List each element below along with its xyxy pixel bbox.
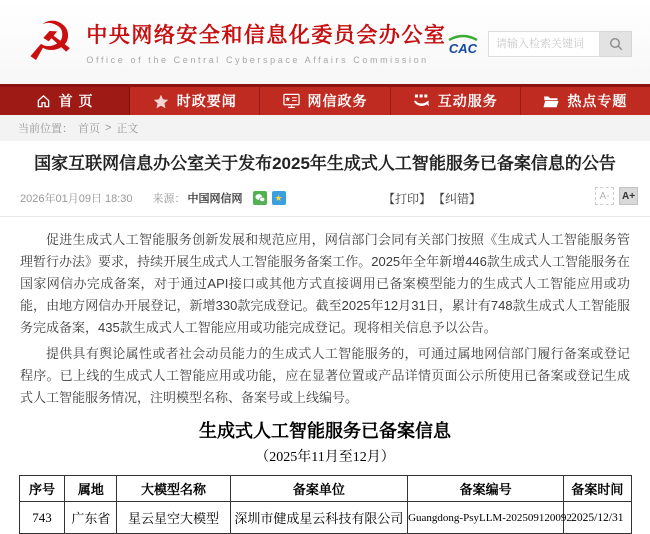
article-title: 国家互联网信息办公室关于发布2025年生成式人工智能服务已备案信息的公告 bbox=[34, 154, 616, 173]
error-correction-button[interactable]: 【纠错】 bbox=[433, 192, 482, 206]
font-decrease-button[interactable]: A- bbox=[595, 187, 614, 205]
meta-divider bbox=[0, 216, 650, 217]
nav-item-label: 时政要闻 bbox=[176, 93, 237, 109]
home-icon bbox=[36, 94, 51, 108]
nav-item-label: 互动服务 bbox=[437, 93, 498, 109]
cell-filing-date: 2025/12/31 bbox=[564, 502, 631, 534]
table-header-row bbox=[19, 476, 631, 502]
table-subtitle: （2025年11月至12月） bbox=[255, 450, 395, 465]
col-filing-entity: 备案单位 bbox=[230, 476, 407, 502]
search-input[interactable] bbox=[488, 31, 600, 57]
nav-item-services[interactable] bbox=[391, 87, 521, 115]
main-nav bbox=[0, 84, 650, 115]
site-title-block bbox=[86, 19, 446, 65]
search-button[interactable] bbox=[600, 31, 632, 57]
col-filing-date: 备案时间 bbox=[564, 476, 631, 502]
monitor-icon bbox=[283, 93, 300, 109]
col-serial: 序号 bbox=[19, 476, 65, 502]
table-row bbox=[19, 502, 631, 534]
publish-date: 2026年01月09日 18:30 bbox=[20, 193, 133, 205]
nav-item-topics[interactable] bbox=[521, 87, 650, 115]
cell-model-name: 星云星空大模型 bbox=[117, 502, 230, 534]
cell-serial: 743 bbox=[19, 502, 65, 534]
party-emblem-icon: ☭ bbox=[26, 12, 75, 72]
nav-item-egov[interactable] bbox=[260, 87, 390, 115]
filing-table bbox=[19, 475, 632, 534]
star-icon bbox=[153, 94, 169, 109]
breadcrumb-home-link[interactable]: 首页 bbox=[78, 123, 100, 135]
nav-item-label: 首 页 bbox=[58, 93, 94, 109]
breadcrumb-prefix: 当前位置： bbox=[18, 123, 73, 135]
nav-item-label: 热点专题 bbox=[567, 93, 628, 109]
nav-item-label: 网信政务 bbox=[307, 93, 368, 109]
nav-item-news[interactable] bbox=[130, 87, 260, 115]
breadcrumb-current: 正文 bbox=[116, 123, 139, 135]
cell-filing-entity: 深圳市健成星云科技有限公司 bbox=[230, 502, 407, 534]
cac-logo bbox=[444, 31, 482, 57]
folder-icon bbox=[543, 95, 559, 108]
cell-region: 广东省 bbox=[65, 502, 117, 534]
article-body bbox=[0, 229, 650, 409]
search-group bbox=[444, 31, 632, 57]
font-size-controls bbox=[595, 187, 638, 205]
table-title: 生成式人工智能服务已备案信息 bbox=[199, 421, 451, 441]
article-meta-row bbox=[0, 187, 650, 209]
cac-logo-text: CAC bbox=[448, 41, 478, 56]
article bbox=[0, 141, 650, 534]
interaction-icon bbox=[413, 94, 430, 109]
article-paragraph: 促进生成式人工智能服务创新发展和规范应用，网信部门会同有关部门按照《生成式人工智能服务管理暂行办法》要求，持续开展生成式人工智能服务备案工作。2025年全年新增446款生成式人工智能服务在国家网信办完成备案，对于通过API接口或其他方式直接调用已备案模型能力的生成式人工智能应用或功能，由地方网信办开展登记，新增330款完成登记。截至2025年12月31日，累计有748款生成式人工智能服务完成备案，435款生成式人工智能应用或功能完成登记。现将相关信息予以公告。 bbox=[20, 232, 630, 335]
source-name: 中国网信网 bbox=[187, 193, 243, 205]
col-region: 属地 bbox=[65, 476, 117, 502]
breadcrumb bbox=[0, 115, 650, 141]
article-tools bbox=[383, 190, 481, 207]
wechat-share-icon[interactable] bbox=[253, 191, 267, 205]
site-subtitle: Office of the Central Cyberspace Affairs Commission bbox=[86, 55, 429, 65]
article-paragraph: 提供具有舆论属性或者社会动员能力的生成式人工智能服务的，可通过属地网信部门履行备案或登记程序。已上线的生成式人工智能应用或功能，应在显著位置或产品详情页面公示所使用已备案或登记生成式人工智能服务情况，注明模型名称、备案号或上线编号。 bbox=[20, 346, 630, 405]
site-header bbox=[0, 0, 650, 84]
cell-filing-number: Guangdong-PsyLLM-202509120092 bbox=[408, 502, 564, 534]
font-increase-button[interactable]: A+ bbox=[619, 187, 638, 205]
nav-item-home[interactable] bbox=[0, 87, 130, 115]
col-model-name: 大模型名称 bbox=[117, 476, 230, 502]
article-meta-left bbox=[20, 190, 291, 206]
search-icon bbox=[609, 37, 623, 51]
qzone-share-icon[interactable]: ★ bbox=[272, 191, 286, 205]
site-title: 中央网络安全和信息化委员会办公室 bbox=[86, 24, 447, 47]
col-filing-number: 备案编号 bbox=[408, 476, 564, 502]
breadcrumb-separator: > bbox=[105, 122, 112, 134]
source-label: 来源： bbox=[152, 193, 186, 205]
print-button[interactable]: 【打印】 bbox=[383, 192, 432, 206]
